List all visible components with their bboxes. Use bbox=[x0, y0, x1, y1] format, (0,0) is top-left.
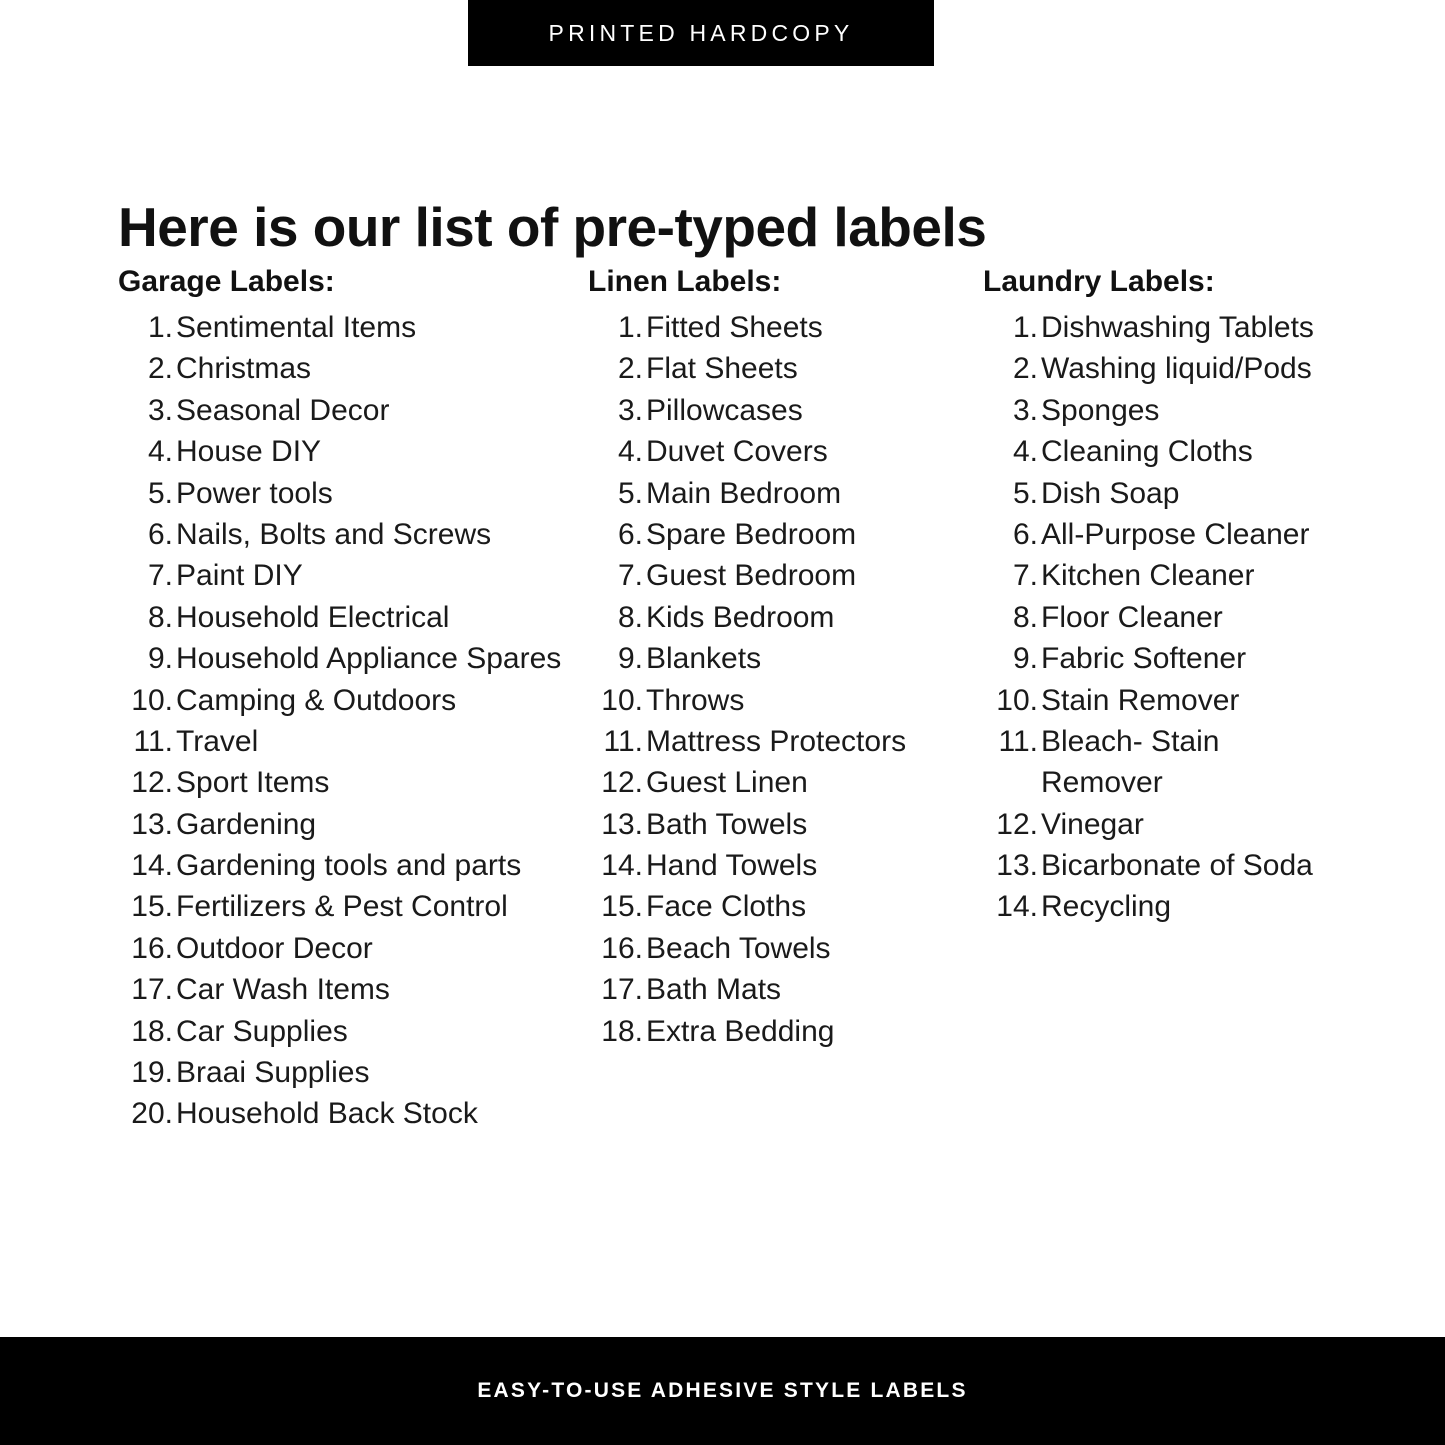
list-item-label: Flat Sheets bbox=[646, 352, 798, 386]
list-item bbox=[983, 431, 1348, 472]
list-item-number: 2. bbox=[1012, 352, 1038, 386]
list-item bbox=[118, 390, 588, 431]
list-item-number: 17. bbox=[601, 973, 643, 1007]
list-item-label: Pillowcases bbox=[646, 393, 803, 427]
bottom-banner-label: EASY-TO-USE ADHESIVE STYLE LABELS bbox=[477, 1379, 968, 1402]
list-item-label: Extra Bedding bbox=[646, 1014, 835, 1048]
list-item-label: Household Back Stock bbox=[176, 1097, 478, 1131]
list-item-number: 4. bbox=[147, 435, 173, 469]
list-item bbox=[588, 886, 983, 927]
list-item-label: House DIY bbox=[176, 435, 322, 469]
list-item-label: Cleaning Cloths bbox=[1041, 435, 1253, 469]
bottom-banner bbox=[0, 1337, 1445, 1445]
list-item bbox=[983, 514, 1348, 555]
list-item-label: Face Cloths bbox=[646, 890, 807, 924]
list-item-number: 10. bbox=[131, 683, 173, 717]
list-item-label: All-Purpose Cleaner bbox=[1041, 517, 1310, 551]
list-item-number: 2. bbox=[147, 352, 173, 386]
list-item-label: Dish Soap bbox=[1041, 476, 1180, 510]
list-item bbox=[983, 597, 1348, 638]
list-item bbox=[588, 473, 983, 514]
list-item bbox=[983, 845, 1348, 886]
list-item-label: Blankets bbox=[646, 642, 762, 676]
list-item-label: Bicarbonate of Soda bbox=[1041, 849, 1313, 883]
list-item bbox=[983, 721, 1348, 804]
list-item bbox=[588, 845, 983, 886]
list-item-label: Bath Mats bbox=[646, 973, 782, 1007]
list-item bbox=[118, 307, 588, 348]
list-item-label: Mattress Protectors bbox=[646, 724, 907, 758]
list-item bbox=[118, 348, 588, 389]
list-item-label: Sponges bbox=[1041, 393, 1160, 427]
list-item bbox=[588, 390, 983, 431]
list-item bbox=[118, 597, 588, 638]
list-item bbox=[118, 804, 588, 845]
list-item-number: 13. bbox=[131, 807, 173, 841]
list-item-label: Main Bedroom bbox=[646, 476, 842, 510]
list-item-label: Washing liquid/Pods bbox=[1041, 352, 1312, 386]
list-item-number: 8. bbox=[147, 600, 173, 634]
list-item bbox=[588, 431, 983, 472]
list-item-number: 16. bbox=[131, 931, 173, 965]
list-item-number: 3. bbox=[147, 393, 173, 427]
list-item bbox=[588, 762, 983, 803]
list-item-label: Duvet Covers bbox=[646, 435, 828, 469]
list-item-number: 5. bbox=[1012, 476, 1038, 510]
list-item-label: Paint DIY bbox=[176, 559, 303, 593]
list-item bbox=[118, 680, 588, 721]
list-item-number: 12. bbox=[601, 766, 643, 800]
list-item bbox=[118, 514, 588, 555]
list-item-label: Stain Remover bbox=[1041, 683, 1240, 717]
list-item-number: 6. bbox=[617, 517, 643, 551]
list-item bbox=[983, 680, 1348, 721]
list-item-number: 18. bbox=[601, 1014, 643, 1048]
list-item-label: Travel bbox=[176, 724, 259, 758]
list-item bbox=[118, 845, 588, 886]
list-item-label: Gardening tools and parts bbox=[176, 849, 522, 883]
list-item-number: 5. bbox=[147, 476, 173, 510]
column-garage bbox=[118, 262, 588, 1135]
list-item bbox=[118, 473, 588, 514]
page-title: Here is our list of pre-typed labels bbox=[118, 195, 987, 258]
list-item bbox=[588, 1011, 983, 1052]
list-item bbox=[983, 886, 1348, 927]
list-item-label: Floor Cleaner bbox=[1041, 600, 1223, 634]
list-item bbox=[983, 555, 1348, 596]
top-banner bbox=[468, 0, 934, 66]
column-heading-linen: Linen Labels: bbox=[588, 265, 782, 298]
list-item-number: 14. bbox=[996, 890, 1038, 924]
list-item-label: Car Supplies bbox=[176, 1014, 348, 1048]
list-item-number: 15. bbox=[601, 890, 643, 924]
list-item-label: Seasonal Decor bbox=[176, 393, 390, 427]
list-item bbox=[983, 348, 1348, 389]
list-item-number: 15. bbox=[131, 890, 173, 924]
list-item-number: 20. bbox=[131, 1097, 173, 1131]
list-item-number: 10. bbox=[996, 683, 1038, 717]
list-item-label: Bleach- Stain Remover bbox=[1041, 724, 1220, 800]
list-item-number: 16. bbox=[601, 931, 643, 965]
list-item-label: Fabric Softener bbox=[1041, 642, 1247, 676]
list-item-label: Fitted Sheets bbox=[646, 311, 823, 344]
list-item-number: 2. bbox=[617, 352, 643, 386]
list-item-label: Outdoor Decor bbox=[176, 931, 373, 965]
list-item-label: Hand Towels bbox=[646, 849, 818, 883]
list-item bbox=[588, 680, 983, 721]
list-item bbox=[588, 307, 983, 348]
list-item-label: Throws bbox=[646, 683, 745, 717]
list-item-number: 1. bbox=[147, 311, 173, 344]
list-item-number: 7. bbox=[1012, 559, 1038, 593]
list-item-number: 12. bbox=[131, 766, 173, 800]
list-item bbox=[983, 390, 1348, 431]
top-banner-label: PRINTED HARDCOPY bbox=[548, 19, 854, 46]
list-item-number: 11. bbox=[603, 724, 643, 758]
list-item bbox=[118, 1052, 588, 1093]
list-item-number: 11. bbox=[133, 724, 173, 758]
list-item-number: 13. bbox=[601, 807, 643, 841]
list-item bbox=[118, 1011, 588, 1052]
list-item-label: Nails, Bolts and Screws bbox=[176, 517, 492, 551]
list-item-label: Vinegar bbox=[1041, 807, 1144, 841]
list-item-number: 4. bbox=[617, 435, 643, 469]
list-item-number: 1. bbox=[1012, 311, 1038, 344]
list-item-number: 9. bbox=[617, 642, 643, 676]
list-item-number: 9. bbox=[147, 642, 173, 676]
list-item-number: 6. bbox=[147, 517, 173, 551]
column-laundry bbox=[983, 262, 1348, 928]
list-item-label: Bath Towels bbox=[646, 807, 808, 841]
list-item-number: 12. bbox=[996, 807, 1038, 841]
list-item-label: Sport Items bbox=[176, 766, 330, 800]
list-item-number: 11. bbox=[998, 724, 1038, 758]
list-item-label: Spare Bedroom bbox=[646, 517, 857, 551]
list-item-number: 18. bbox=[131, 1014, 173, 1048]
list-item-number: 3. bbox=[1012, 393, 1038, 427]
list-item bbox=[588, 514, 983, 555]
list-item-label: Fertilizers & Pest Control bbox=[176, 890, 508, 924]
list-item bbox=[118, 555, 588, 596]
list-item-number: 19. bbox=[131, 1056, 173, 1090]
list-item-label: Kitchen Cleaner bbox=[1041, 559, 1255, 593]
column-heading-laundry: Laundry Labels: bbox=[983, 265, 1215, 298]
list-item-number: 7. bbox=[147, 559, 173, 593]
list-item bbox=[588, 804, 983, 845]
list-item-label: Guest Bedroom bbox=[646, 559, 857, 593]
list-item-label: Christmas bbox=[176, 352, 312, 386]
list-item bbox=[118, 928, 588, 969]
list-item bbox=[118, 638, 588, 679]
list-item bbox=[118, 886, 588, 927]
list-item bbox=[118, 1093, 588, 1134]
list-item-label: Household Electrical bbox=[176, 600, 450, 634]
list-item-number: 3. bbox=[617, 393, 643, 427]
list-item-label: Dishwashing Tablets bbox=[1041, 311, 1314, 344]
list-item bbox=[983, 804, 1348, 845]
list-item-number: 17. bbox=[131, 973, 173, 1007]
list-item bbox=[588, 597, 983, 638]
list-item-number: 14. bbox=[131, 849, 173, 883]
list-item-number: 9. bbox=[1012, 642, 1038, 676]
list-item-label: Power tools bbox=[176, 476, 333, 510]
list-item-number: 6. bbox=[1012, 517, 1038, 551]
list-item-number: 14. bbox=[601, 849, 643, 883]
list-item-label: Braai Supplies bbox=[176, 1056, 370, 1090]
column-heading-garage: Garage Labels: bbox=[118, 265, 335, 298]
list-item bbox=[983, 473, 1348, 514]
list-item-label: Gardening bbox=[176, 807, 317, 841]
label-columns bbox=[118, 262, 1348, 1135]
list-item-label: Recycling bbox=[1041, 890, 1172, 924]
list-item bbox=[588, 348, 983, 389]
list-item bbox=[983, 638, 1348, 679]
list-item-label: Camping & Outdoors bbox=[176, 683, 457, 717]
list-item bbox=[588, 928, 983, 969]
list-item bbox=[983, 307, 1348, 348]
list-item bbox=[588, 555, 983, 596]
list-item-label: Sentimental Items bbox=[176, 311, 417, 344]
list-item bbox=[588, 721, 983, 762]
list-item bbox=[588, 638, 983, 679]
list-item-number: 1. bbox=[617, 311, 643, 344]
list-item-label: Car Wash Items bbox=[176, 973, 390, 1007]
list-item bbox=[118, 431, 588, 472]
list-item-label: Guest Linen bbox=[646, 766, 808, 800]
list-item-number: 10. bbox=[601, 683, 643, 717]
list-item-number: 7. bbox=[617, 559, 643, 593]
list-item-label: Household Appliance Spares bbox=[176, 642, 562, 676]
list-item-number: 8. bbox=[617, 600, 643, 634]
label-list-garage bbox=[118, 307, 588, 1135]
list-item-number: 4. bbox=[1012, 435, 1038, 469]
list-item-label: Kids Bedroom bbox=[646, 600, 835, 634]
list-item bbox=[118, 762, 588, 803]
column-linen bbox=[588, 262, 983, 1052]
label-list-linen bbox=[588, 307, 983, 1052]
list-item-number: 5. bbox=[617, 476, 643, 510]
list-item-number: 8. bbox=[1012, 600, 1038, 634]
list-item bbox=[118, 721, 588, 762]
label-list-laundry bbox=[983, 307, 1348, 928]
list-item-label: Beach Towels bbox=[646, 931, 831, 965]
list-item-number: 13. bbox=[996, 849, 1038, 883]
list-item bbox=[118, 969, 588, 1010]
list-item bbox=[588, 969, 983, 1010]
